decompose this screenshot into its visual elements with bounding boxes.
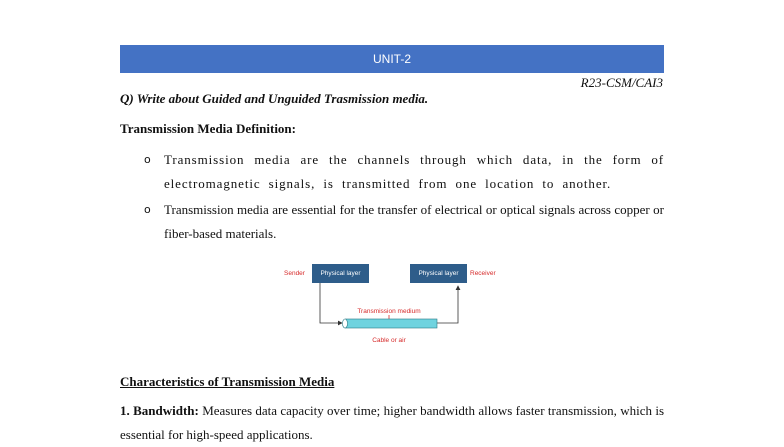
- course-code: R23-CSM/CAI3: [580, 75, 663, 90]
- right-layer-label: Physical layer: [418, 270, 459, 277]
- bullet-text: Transmission media are the channels through which data, in the form of electromagnetic signals, is transmitted from one location to another.: [164, 152, 664, 191]
- left-layer-label: Physical layer: [320, 270, 361, 277]
- receiver-label: Receiver: [470, 270, 496, 277]
- definition-heading: Transmission Media Definition:: [120, 121, 296, 136]
- list-item: [144, 198, 664, 246]
- sender-label: Sender: [284, 270, 305, 277]
- bandwidth-paragraph: [120, 399, 664, 447]
- unit-title: UNIT-2: [372, 52, 411, 66]
- question-text: Q) Write about Guided and Unguided Trasmission media.: [120, 91, 429, 106]
- bandwidth-text: Measures data capacity over time; higher bandwidth allows faster transmission, which is essential for high-speed applications.: [120, 403, 665, 442]
- arrow-up-right: [437, 286, 458, 323]
- unit-banner: [120, 45, 664, 73]
- cable-tube: [345, 319, 437, 328]
- bullet-text: Transmission media are essential for the transfer of electrical or optical signals across copper or fiber-based materials.: [164, 202, 664, 241]
- arrow-down-right: [320, 283, 342, 323]
- cable-label: Cable or air: [372, 337, 406, 344]
- bandwidth-label: 1. Bandwidth:: [120, 403, 199, 418]
- characteristics-heading: Characteristics of Transmission Media: [120, 374, 335, 389]
- medium-label: Transmission medium: [357, 308, 421, 315]
- list-item: [144, 148, 664, 196]
- bullet-marker: o: [144, 153, 152, 166]
- bullet-marker: o: [144, 203, 151, 216]
- transmission-diagram: [280, 260, 510, 346]
- definition-list: [144, 148, 664, 248]
